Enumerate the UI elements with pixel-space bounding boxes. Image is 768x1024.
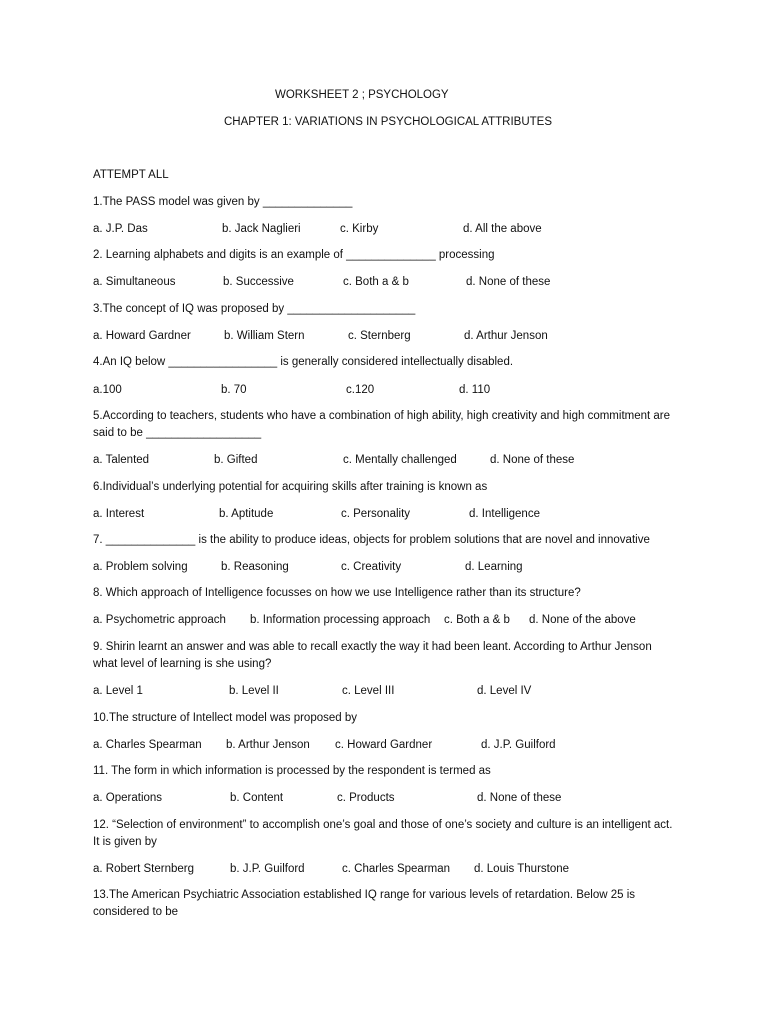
q3-option-b: b. William Stern [224,330,305,342]
q9-option-b: b. Level II [229,685,279,697]
worksheet-title: WORKSHEET 2 ; PSYCHOLOGY [275,89,449,101]
q7-option-d: d. Learning [465,561,523,573]
q5-option-d: d. None of these [490,454,575,466]
q1-option-d: d. All the above [463,223,542,235]
question-8-text: 8. Which approach of Intelligence focusses on how we use Intelligence rather than its structure? [93,587,581,599]
question-11-text: 11. The form in which information is processed by the respondent is termed as [93,765,491,777]
q10-option-a: a. Charles Spearman [93,739,202,751]
q10-option-d: d. J.P. Guilford [481,739,556,751]
q1-option-a: a. J.P. Das [93,223,148,235]
question-12-text: 12. “Selection of environment” to accomplish one’s goal and those of one’s society and culture is an intelligent act. It is given by [93,819,673,848]
question-3-text: 3.The concept of IQ was proposed by ____________________ [93,303,416,315]
q11-option-d: d. None of these [477,792,562,804]
question-10-text: 10.The structure of Intellect model was proposed by [93,712,358,724]
q8-option-d: d. None of the above [529,614,636,626]
q9-option-a: a. Level 1 [93,685,143,697]
q6-option-d: d. Intelligence [469,508,540,520]
question-2-text: 2. Learning alphabets and digits is an example of ______________ processing [93,249,495,261]
q6-option-a: a. Interest [93,508,145,520]
q7-option-c: c. Creativity [341,561,402,573]
q10-option-b: b. Arthur Jenson [226,739,310,751]
q3-option-d: d. Arthur Jenson [464,330,548,342]
q2-option-c: c. Both a & b [343,276,409,288]
q5-option-b: b. Gifted [214,454,258,466]
question-7-text: 7. ______________ is the ability to produce ideas, objects for problem solutions that are novel and innovative [93,534,650,546]
q8-option-a: a. Psychometric approach [93,614,226,626]
question-6-text: 6.Individual’s underlying potential for acquiring skills after training is known as [93,481,488,493]
q11-option-c: c. Products [337,792,395,804]
q5-option-a: a. Talented [93,454,150,466]
instruction-text: ATTEMPT ALL [93,169,169,181]
q2-option-b: b. Successive [223,276,294,288]
q8-option-c: c. Both a & b [444,614,510,626]
question-9-text: 9. Shirin learnt an answer and was able to recall exactly the way it had been leant. According to Arthur Jenson what level of learning is she using? [93,641,652,670]
q9-option-d: d. Level IV [477,685,532,697]
q2-option-d: d. None of these [466,276,551,288]
question-13-text: 13.The American Psychiatric Association established IQ range for various levels of retardation. Below 25 is considered to be [93,889,636,918]
q5-option-c: c. Mentally challenged [343,454,457,466]
q7-option-b: b. Reasoning [221,561,289,573]
q12-option-c: c. Charles Spearman [342,863,451,875]
question-1-text: 1.The PASS model was given by ______________ [93,196,353,208]
q4-option-c: c.120 [346,384,375,396]
q12-option-b: b. J.P. Guilford [230,863,305,875]
q3-option-a: a. Howard Gardner [93,330,191,342]
q4-option-a: a.100 [93,384,122,396]
q6-option-c: c. Personality [341,508,411,520]
chapter-title: CHAPTER 1: VARIATIONS IN PSYCHOLOGICAL ATTRIBUTES [224,116,553,128]
q11-option-a: a. Operations [93,792,163,804]
q1-option-b: b. Jack Naglieri [222,223,301,235]
question-5-text: 5.According to teachers, students who have a combination of high ability, high creativity and high commitment are said to be __________________ [93,410,671,439]
q10-option-c: c. Howard Gardner [335,739,433,751]
q11-option-b: b. Content [230,792,284,804]
question-4-text: 4.An IQ below _________________ is generally considered intellectually disabled. [93,356,514,368]
q8-option-b: b. Information processing approach [250,614,431,626]
q3-option-c: c. Sternberg [348,330,411,342]
q9-option-c: c. Level III [342,685,395,697]
q4-option-b: b. 70 [221,384,247,396]
q4-option-d: d. 110 [459,384,491,396]
q12-option-d: d. Louis Thurstone [474,863,570,875]
q7-option-a: a. Problem solving [93,561,188,573]
q6-option-b: b. Aptitude [219,508,274,520]
q12-option-a: a. Robert Sternberg [93,863,195,875]
q2-option-a: a. Simultaneous [93,276,176,288]
q1-option-c: c. Kirby [340,223,379,235]
